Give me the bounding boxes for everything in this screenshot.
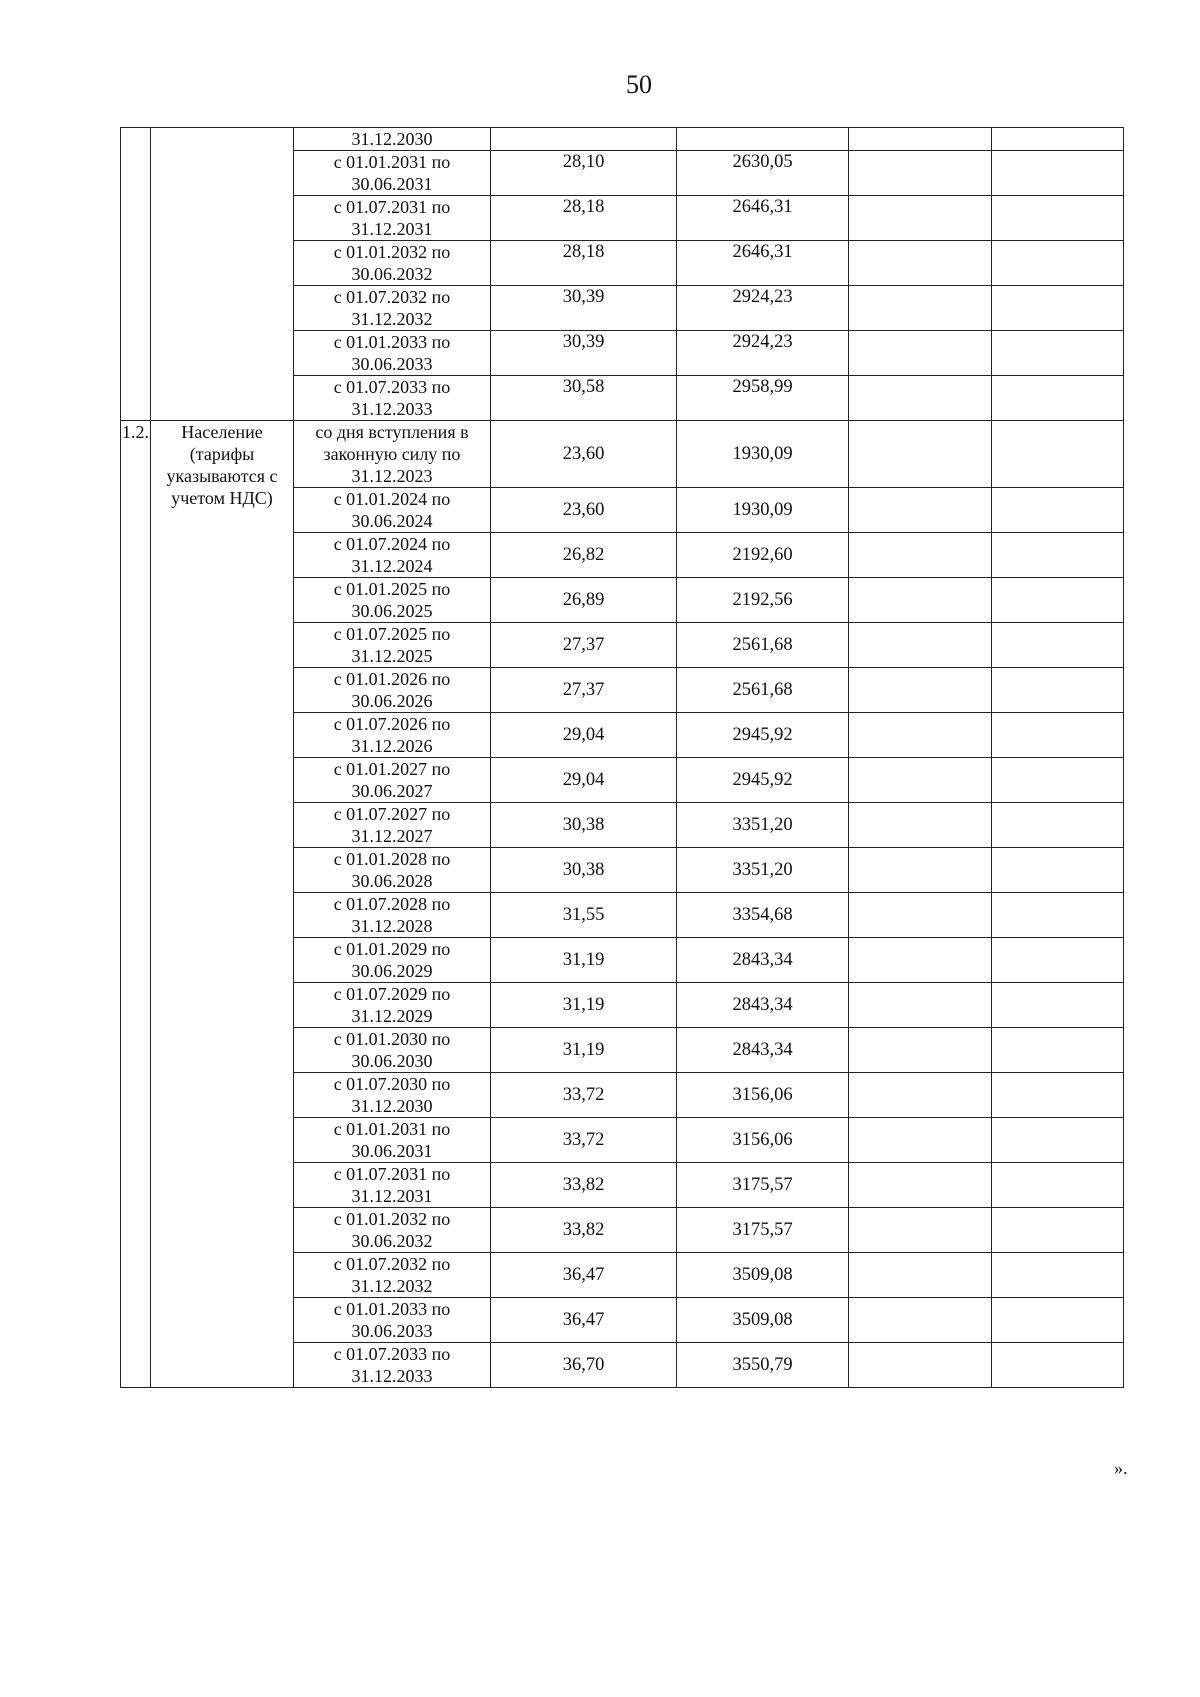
empty-cell xyxy=(992,668,1124,713)
value-cell: 2958,99 xyxy=(677,376,849,421)
empty-cell xyxy=(992,758,1124,803)
empty-cell xyxy=(992,893,1124,938)
value-cell: 2945,92 xyxy=(677,713,849,758)
rate-cell: 30,38 xyxy=(491,848,677,893)
period-cell: с 01.07.2028 по 31.12.2028 xyxy=(294,893,491,938)
rate-cell: 23,60 xyxy=(491,488,677,533)
empty-cell xyxy=(849,286,992,331)
section-number: 1.2. xyxy=(121,421,151,1388)
value-cell: 3354,68 xyxy=(677,893,849,938)
empty-cell xyxy=(849,713,992,758)
period-cell: с 01.01.2024 по 30.06.2024 xyxy=(294,488,491,533)
empty-cell xyxy=(849,983,992,1028)
period-cell: с 01.01.2032 по 30.06.2032 xyxy=(294,241,491,286)
period-cell: с 01.07.2029 по 31.12.2029 xyxy=(294,983,491,1028)
period-cell: с 01.07.2032 по 31.12.2032 xyxy=(294,286,491,331)
period-cell: с 01.07.2031 по 31.12.2031 xyxy=(294,1163,491,1208)
table-row xyxy=(121,421,1124,488)
empty-cell xyxy=(992,286,1124,331)
period-cell: с 01.01.2028 по 30.06.2028 xyxy=(294,848,491,893)
value-cell: 2843,34 xyxy=(677,983,849,1028)
period-cell: с 01.07.2025 по 31.12.2025 xyxy=(294,623,491,668)
empty-cell xyxy=(849,758,992,803)
empty-cell xyxy=(849,128,992,151)
empty-cell xyxy=(992,1208,1124,1253)
consumer-group-cell xyxy=(151,128,294,421)
value-cell: 2843,34 xyxy=(677,1028,849,1073)
value-cell: 3509,08 xyxy=(677,1298,849,1343)
period-cell: с 01.01.2029 по 30.06.2029 xyxy=(294,938,491,983)
empty-cell xyxy=(992,578,1124,623)
value-cell: 2646,31 xyxy=(677,241,849,286)
table-row xyxy=(121,128,1124,151)
rate-cell: 30,39 xyxy=(491,286,677,331)
empty-cell xyxy=(849,1343,992,1388)
rate-cell: 33,72 xyxy=(491,1118,677,1163)
value-cell: 2646,31 xyxy=(677,196,849,241)
rate-cell: 31,55 xyxy=(491,893,677,938)
value-cell: 1930,09 xyxy=(677,488,849,533)
tariff-table xyxy=(120,127,1124,1388)
value-cell: 2924,23 xyxy=(677,286,849,331)
period-cell: с 01.01.2026 по 30.06.2026 xyxy=(294,668,491,713)
value-cell: 2945,92 xyxy=(677,758,849,803)
value-cell: 2630,05 xyxy=(677,151,849,196)
rate-cell: 26,89 xyxy=(491,578,677,623)
value-cell: 2843,34 xyxy=(677,938,849,983)
value-cell: 2924,23 xyxy=(677,331,849,376)
rate-cell: 30,38 xyxy=(491,803,677,848)
empty-cell xyxy=(992,1253,1124,1298)
rate-cell: 29,04 xyxy=(491,713,677,758)
period-cell: с 01.07.2033 по 31.12.2033 xyxy=(294,1343,491,1388)
empty-cell xyxy=(849,1208,992,1253)
empty-cell xyxy=(849,803,992,848)
closing-quote: ». xyxy=(1114,1458,1128,1478)
value-cell: 3550,79 xyxy=(677,1343,849,1388)
empty-cell xyxy=(992,1343,1124,1388)
value-cell: 2561,68 xyxy=(677,623,849,668)
value-cell: 2192,56 xyxy=(677,578,849,623)
row-number-cell xyxy=(121,128,151,421)
period-cell: с 01.07.2030 по 31.12.2030 xyxy=(294,1073,491,1118)
empty-cell xyxy=(992,713,1124,758)
period-cell: с 01.07.2024 по 31.12.2024 xyxy=(294,533,491,578)
rate-cell: 36,70 xyxy=(491,1343,677,1388)
period-cell: с 01.01.2033 по 30.06.2033 xyxy=(294,331,491,376)
empty-cell xyxy=(849,196,992,241)
empty-cell xyxy=(849,1253,992,1298)
value-cell: 3175,57 xyxy=(677,1208,849,1253)
rate-cell: 31,19 xyxy=(491,1028,677,1073)
empty-cell xyxy=(992,151,1124,196)
period-cell: с 01.01.2033 по 30.06.2033 xyxy=(294,1298,491,1343)
rate-cell: 28,10 xyxy=(491,151,677,196)
empty-cell xyxy=(992,128,1124,151)
value-cell: 2561,68 xyxy=(677,668,849,713)
empty-cell xyxy=(992,488,1124,533)
empty-cell xyxy=(992,1118,1124,1163)
value-cell: 3351,20 xyxy=(677,848,849,893)
empty-cell xyxy=(849,488,992,533)
empty-cell xyxy=(992,938,1124,983)
empty-cell xyxy=(992,196,1124,241)
rate-cell: 30,39 xyxy=(491,331,677,376)
page-number: 50 xyxy=(626,70,652,99)
empty-cell xyxy=(992,421,1124,488)
period-cell: с 01.01.2031 по 30.06.2031 xyxy=(294,151,491,196)
rate-cell xyxy=(491,128,677,151)
rate-cell: 36,47 xyxy=(491,1253,677,1298)
empty-cell xyxy=(992,1163,1124,1208)
rate-cell: 28,18 xyxy=(491,241,677,286)
rate-cell: 33,72 xyxy=(491,1073,677,1118)
rate-cell: 31,19 xyxy=(491,983,677,1028)
empty-cell xyxy=(849,578,992,623)
empty-cell xyxy=(849,893,992,938)
value-cell: 2192,60 xyxy=(677,533,849,578)
value-cell: 3351,20 xyxy=(677,803,849,848)
rate-cell: 33,82 xyxy=(491,1163,677,1208)
rate-cell: 27,37 xyxy=(491,623,677,668)
rate-cell: 23,60 xyxy=(491,421,677,488)
empty-cell xyxy=(849,1118,992,1163)
empty-cell xyxy=(849,331,992,376)
empty-cell xyxy=(849,1298,992,1343)
value-cell: 3156,06 xyxy=(677,1073,849,1118)
period-cell: с 01.07.2033 по 31.12.2033 xyxy=(294,376,491,421)
empty-cell xyxy=(992,533,1124,578)
value-cell: 3175,57 xyxy=(677,1163,849,1208)
value-cell xyxy=(677,128,849,151)
rate-cell: 30,58 xyxy=(491,376,677,421)
empty-cell xyxy=(849,1028,992,1073)
period-cell: со дня вступления в законную силу по 31.12.2023 xyxy=(294,421,491,488)
empty-cell xyxy=(849,533,992,578)
rate-cell: 26,82 xyxy=(491,533,677,578)
rate-cell: 28,18 xyxy=(491,196,677,241)
rate-cell: 29,04 xyxy=(491,758,677,803)
period-cell: с 01.07.2032 по 31.12.2032 xyxy=(294,1253,491,1298)
empty-cell xyxy=(849,376,992,421)
empty-cell xyxy=(992,1073,1124,1118)
empty-cell xyxy=(849,1163,992,1208)
empty-cell xyxy=(992,376,1124,421)
empty-cell xyxy=(849,938,992,983)
empty-cell xyxy=(992,803,1124,848)
period-cell: с 01.01.2027 по 30.06.2027 xyxy=(294,758,491,803)
period-cell: с 01.01.2031 по 30.06.2031 xyxy=(294,1118,491,1163)
empty-cell xyxy=(849,848,992,893)
empty-cell xyxy=(992,1298,1124,1343)
tariff-table-body xyxy=(121,128,1124,1388)
period-cell: с 01.07.2027 по 31.12.2027 xyxy=(294,803,491,848)
rate-cell: 33,82 xyxy=(491,1208,677,1253)
rate-cell: 27,37 xyxy=(491,668,677,713)
consumer-group-name: Население (тарифы указываются с учетом НДС) xyxy=(151,421,294,1388)
value-cell: 3509,08 xyxy=(677,1253,849,1298)
empty-cell xyxy=(849,623,992,668)
empty-cell xyxy=(992,623,1124,668)
empty-cell xyxy=(992,848,1124,893)
rate-cell: 36,47 xyxy=(491,1298,677,1343)
empty-cell xyxy=(849,241,992,286)
period-cell: с 01.01.2030 по 30.06.2030 xyxy=(294,1028,491,1073)
value-cell: 3156,06 xyxy=(677,1118,849,1163)
empty-cell xyxy=(849,668,992,713)
period-cell: с 01.07.2031 по 31.12.2031 xyxy=(294,196,491,241)
period-cell: с 01.01.2025 по 30.06.2025 xyxy=(294,578,491,623)
rate-cell: 31,19 xyxy=(491,938,677,983)
period-cell: 31.12.2030 xyxy=(294,128,491,151)
empty-cell xyxy=(849,421,992,488)
period-cell: с 01.07.2026 по 31.12.2026 xyxy=(294,713,491,758)
empty-cell xyxy=(992,331,1124,376)
empty-cell xyxy=(992,241,1124,286)
empty-cell xyxy=(992,983,1124,1028)
empty-cell xyxy=(849,151,992,196)
empty-cell xyxy=(992,1028,1124,1073)
value-cell: 1930,09 xyxy=(677,421,849,488)
period-cell: с 01.01.2032 по 30.06.2032 xyxy=(294,1208,491,1253)
empty-cell xyxy=(849,1073,992,1118)
